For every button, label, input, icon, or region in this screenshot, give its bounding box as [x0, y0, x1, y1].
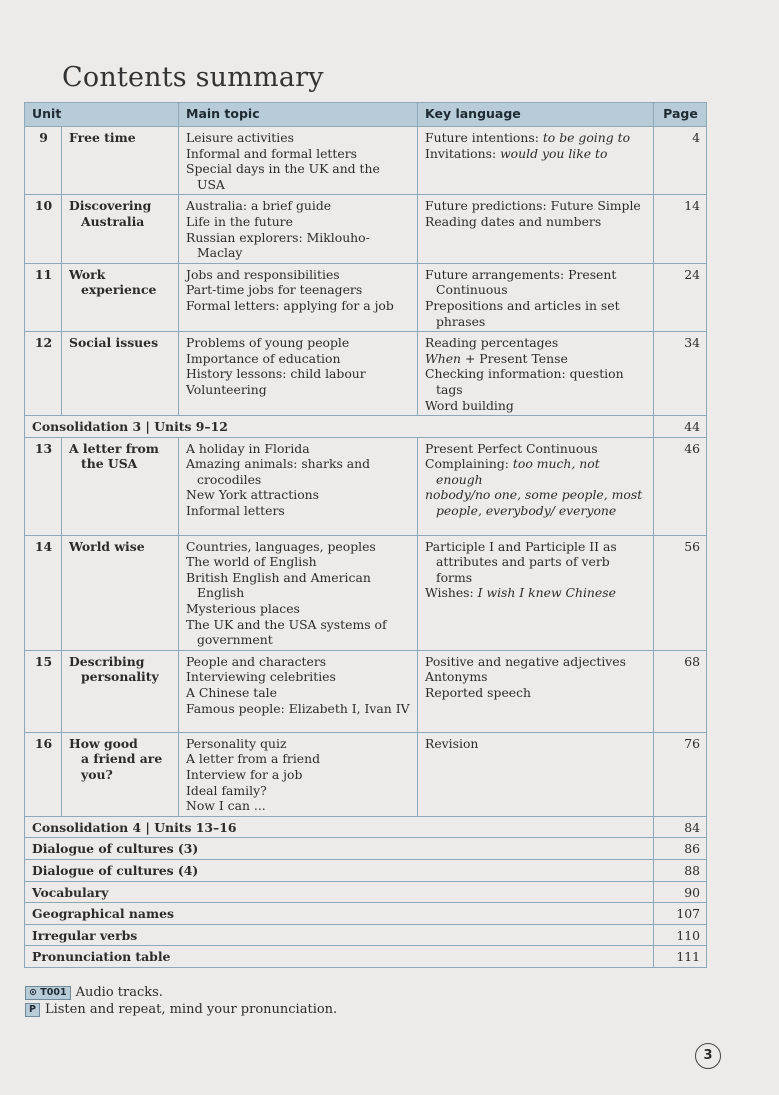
appendix-row-page: 111 [654, 946, 707, 968]
legend-pronunciation-text: Listen and repeat, mind your pronunciation. [44, 1002, 338, 1017]
unit-row [25, 732, 707, 816]
legend-audio-text: Audio tracks. [75, 985, 163, 1000]
topic-item: Interviewing celebrities [186, 669, 336, 685]
topic-item: Mysterious places [186, 601, 300, 617]
page-number-cell: 34 [654, 332, 707, 416]
key-language-text: Future predictions: Future Simple [425, 198, 641, 214]
unit-row [25, 263, 707, 331]
header-page: Page [654, 103, 707, 127]
topic-item: Personality quiz [186, 735, 287, 751]
key-language-text: nobody/no one, some people, most people, everybody/ everyone [425, 487, 643, 519]
header-main-topic: Main topic [179, 103, 418, 127]
appendix-row-page: 88 [654, 860, 707, 882]
page-number-cell: 68 [654, 650, 707, 732]
unit-title-line: Australia [81, 213, 145, 229]
appendix-row [25, 946, 707, 968]
key-language-text: Future arrangements: Present Continuous [425, 266, 617, 298]
key-language-cell [418, 195, 654, 263]
unit-title [62, 732, 179, 816]
appendix-row-page: 110 [654, 924, 707, 946]
key-language-item [425, 669, 647, 685]
appendix-row-page: 107 [654, 903, 707, 925]
topic-item: Informal and formal letters [186, 145, 357, 161]
topic-item: The UK and the USA systems of government [186, 616, 387, 648]
key-language-item [425, 351, 647, 367]
topic-item: Formal letters: applying for a job [186, 297, 394, 313]
unit-number: 12 [25, 332, 62, 416]
topic-item: Famous people: Elizabeth I, Ivan IV [186, 700, 410, 716]
key-language-cell [418, 332, 654, 416]
key-language-item [425, 685, 647, 701]
key-language-text: Positive and negative adjectives [425, 653, 626, 669]
topic-item: New York attractions [186, 487, 319, 503]
unit-title [62, 650, 179, 732]
unit-number: 14 [25, 535, 62, 650]
consolidation-row-label: Consolidation 4 | Units 13–16 [25, 816, 654, 838]
topic-item: Amazing animals: sharks and crocodiles [186, 456, 371, 487]
topic-item: Life in the future [186, 213, 293, 229]
page-number: 3 [695, 1043, 721, 1069]
key-language-text: Future intentions: [425, 130, 543, 145]
main-topic-cell [179, 535, 418, 650]
key-language-item [425, 487, 647, 518]
key-language-cell [418, 127, 654, 195]
key-language-cell [418, 650, 654, 732]
page-title: Contents summary [62, 62, 324, 93]
topic-item: Volunteering [186, 381, 267, 397]
key-language-text: Prepositions and articles in set phrases [425, 297, 620, 329]
appendix-row-label: Irregular verbs [25, 924, 654, 946]
topic-item: A Chinese tale [186, 685, 277, 701]
key-language-text: Participle I and Participle II as attributes and parts of verb forms [425, 538, 617, 585]
table-header-row [25, 103, 707, 127]
key-language-text: + Present Tense [461, 350, 568, 366]
key-language-cell [418, 263, 654, 331]
topic-item: Russian explorers: Miklouho-Maclay [186, 229, 370, 261]
topic-item: Ideal family? [186, 782, 267, 798]
unit-number: 15 [25, 650, 62, 732]
legend-audio [25, 985, 163, 1000]
unit-title-line: you? [81, 767, 113, 783]
topic-item: Problems of young people [186, 335, 350, 351]
key-language-text: When [425, 350, 462, 366]
topic-item: People and characters [186, 653, 327, 669]
unit-title-line: Work [69, 266, 106, 282]
appendix-row [25, 903, 707, 925]
key-language-text: to be going to [542, 130, 631, 145]
unit-title-line: A letter from [69, 440, 159, 456]
header-key-language: Key language [418, 103, 654, 127]
key-language-item [425, 146, 647, 162]
key-language-cell [418, 732, 654, 816]
unit-title-line: experience [81, 282, 157, 298]
unit-title [62, 535, 179, 650]
key-language-text: Word building [425, 397, 514, 413]
unit-title-line: World wise [69, 538, 145, 554]
consolidation-row-page: 84 [654, 816, 707, 838]
page-number-cell: 4 [654, 127, 707, 195]
topic-item: Special days in the UK and the USA [186, 161, 380, 192]
key-language-item [425, 456, 647, 487]
main-topic-cell [179, 732, 418, 816]
key-language-item [425, 441, 647, 457]
consolidation-row-page: 44 [654, 416, 707, 438]
topic-item: A letter from a friend [186, 751, 321, 767]
unit-title [62, 437, 179, 535]
audio-track-icon: ⊙ T001 [25, 986, 71, 1000]
key-language-text: Reading percentages [425, 335, 559, 351]
unit-title [62, 332, 179, 416]
unit-row [25, 127, 707, 195]
key-language-text: Wishes: [425, 585, 478, 601]
unit-title-line: personality [81, 669, 159, 685]
appendix-row-label: Vocabulary [25, 881, 654, 903]
page-number-cell: 14 [654, 195, 707, 263]
unit-title-line: Describing [69, 653, 145, 669]
page-number-cell: 24 [654, 263, 707, 331]
consolidation-row [25, 816, 707, 838]
key-language-item [425, 298, 647, 329]
unit-title [62, 263, 179, 331]
topic-item: British English and American English [186, 569, 371, 601]
topic-item: Australia: a brief guide [186, 198, 332, 214]
contents-table [24, 102, 707, 968]
appendix-row [25, 838, 707, 860]
topic-item: Jobs and responsibilities [186, 266, 340, 282]
appendix-row-label: Geographical names [25, 903, 654, 925]
key-language-text: would you like to [500, 145, 608, 161]
unit-title-line: Discovering [69, 198, 152, 214]
page-number-cell: 76 [654, 732, 707, 816]
topic-item: Part-time jobs for teenagers [186, 282, 363, 298]
main-topic-cell [179, 332, 418, 416]
page-number-cell: 56 [654, 535, 707, 650]
topic-item: The world of English [186, 554, 317, 570]
key-language-item [425, 214, 647, 230]
topic-item: Informal letters [186, 503, 285, 519]
appendix-row-page: 90 [654, 881, 707, 903]
unit-row [25, 195, 707, 263]
key-language-item [425, 539, 647, 586]
unit-number: 9 [25, 127, 62, 195]
key-language-item [425, 198, 647, 214]
appendix-row-label: Pronunciation table [25, 946, 654, 968]
unit-title [62, 127, 179, 195]
appendix-row [25, 924, 707, 946]
topic-item: Countries, languages, peoples [186, 538, 376, 554]
key-language-text: Reading dates and numbers [425, 213, 602, 229]
unit-number: 16 [25, 732, 62, 816]
appendix-row [25, 860, 707, 882]
main-topic-cell [179, 195, 418, 263]
key-language-cell [418, 535, 654, 650]
topic-item: Now I can ... [186, 798, 266, 814]
unit-row [25, 332, 707, 416]
unit-number: 10 [25, 195, 62, 263]
unit-row [25, 437, 707, 535]
topic-item: A holiday in Florida [186, 440, 310, 456]
topic-item: Interview for a job [186, 767, 303, 783]
unit-title-line: Social issues [69, 335, 159, 351]
page-number-cell: 46 [654, 437, 707, 535]
pronunciation-icon: P [25, 1003, 40, 1017]
consolidation-row [25, 416, 707, 438]
appendix-row-page: 86 [654, 838, 707, 860]
legend-pronunciation [25, 1002, 337, 1017]
key-language-item [425, 130, 647, 146]
unit-row [25, 535, 707, 650]
unit-title-line: Free time [69, 130, 136, 145]
main-topic-cell [179, 127, 418, 195]
topic-item: Importance of education [186, 350, 341, 366]
key-language-cell [418, 437, 654, 535]
key-language-item [425, 366, 647, 397]
key-language-text: Invitations: [425, 145, 501, 161]
unit-title-line: How good [69, 735, 138, 751]
unit-row [25, 650, 707, 732]
unit-title-line: a friend are [81, 751, 163, 767]
key-language-item [425, 654, 647, 670]
consolidation-row-label: Consolidation 3 | Units 9–12 [25, 416, 654, 438]
appendix-row-label: Dialogue of cultures (3) [25, 838, 654, 860]
key-language-text: Present Perfect Continuous [425, 440, 598, 456]
key-language-text: Antonyms [425, 669, 488, 685]
key-language-text: I wish I knew Chinese [477, 585, 616, 601]
unit-number: 11 [25, 263, 62, 331]
key-language-text: Reported speech [425, 685, 532, 701]
unit-title-line: the USA [81, 456, 138, 472]
key-language-text: Revision [425, 735, 479, 751]
key-language-item [425, 398, 647, 414]
key-language-item [425, 585, 647, 601]
unit-title [62, 195, 179, 263]
appendix-row-label: Dialogue of cultures (4) [25, 860, 654, 882]
topic-item: Leisure activities [186, 130, 294, 145]
key-language-text: Complaining: [425, 456, 513, 472]
main-topic-cell [179, 650, 418, 732]
key-language-item [425, 267, 647, 298]
key-language-text: too much, not enough [436, 456, 600, 487]
topic-item: History lessons: child labour [186, 366, 366, 382]
key-language-text: Checking information: question tags [425, 366, 624, 397]
appendix-row [25, 881, 707, 903]
key-language-item [425, 736, 647, 752]
header-unit: Unit [25, 103, 179, 127]
main-topic-cell [179, 263, 418, 331]
main-topic-cell [179, 437, 418, 535]
unit-number: 13 [25, 437, 62, 535]
key-language-item [425, 335, 647, 351]
